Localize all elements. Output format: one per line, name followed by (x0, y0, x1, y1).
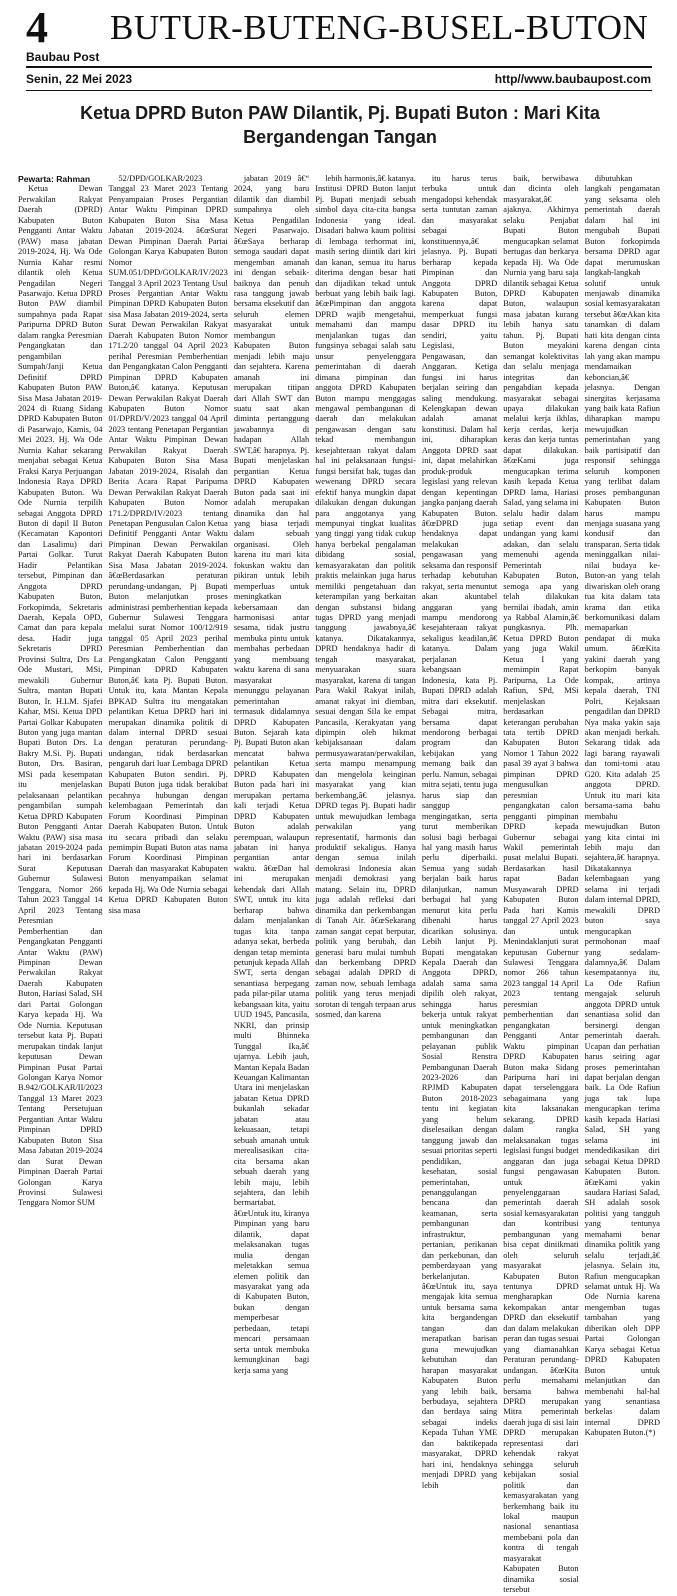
column-text: jabatan 2019 â€“ 2024, yang baru dilantik dan diambil sumpahnya oleh Ketua Pengadilan Negeri Pasarwajo. â€œSaya berharap semoga saudari dapat mengemban amanah ini dengan sebaik-baiknya dan penuh rasa tanggung jawab bersama eksekutif dan seluruh elemen masyarakat untuk membangun Kabupaten Buton menjadi lebih maju dan sejahtera. Karena amanah ini merupakan titipan dari Allah SWT dan suatu saat akan diminta pertanggung jawabannya di hadapan Allah SWT,â€ harapnya. Pj. Bupati menjelaskan pergantian Ketua DPRD Kabupaten Buton pada saat ini adalah merupakan dinamika dan hal yang biasa terjadi dalam sebuah organisasi. Oleh karena itu mari kita fokuskan waktu dan pikiran untuk lebih memperluas untuk meningkatkan kebersamaan dan harmonisasi antar sesama, tidak justru membuka pintu untuk membahas perbedaan yang membuang waktu karena di sana masyarakat menunggu pelayanan pemerintahan termasuk didalamnya DPRD Kabupaten Buton. Sejarah kata Pj. Bupati Buton akan mencatat bahwa pelantikan Ketua DPRD Kabupaten Buton pada hari ini merupakan pertama kali terjadi Ketua DPRD Kabupaten Buton adalah perempuan, walaupun jabatan ini hanya pergantian antar waktu. â€œDan hal ini merupakan kehendak dari Allah SWT, untuk itu kita berharap bahwa dalam menjalankan tugas kita tanpa adanya sekat, berbeda dengan tetap meminta petunjuk kepada Allah SWT, serta dengan senantiasa berpegang pada pilar-pilar utama kebangsaan kita, yaitu UUD 1945, Pancasila, NKRI, dan prinsip multi Bhinneka Tunggal Ika,â€ ujarnya. Lebih jauh, Mantan Kepala Badan Keuangan Kalimantan Utara ini menjelaskan jabatan Ketua DPRD bukanlah sekadar jabatan atau kekuasaan, tetapi sebuah amanah untuk merealisasikan cita-cita bersama akan sebuah daerah yang lebih maju, lebih sejahtera, dan lebih bermartabat. â€œUntuk itu, kiranya Pimpinan yang baru dilantik, dapat melaksanakan tugas mulia dengan meletakkan semua elemen politik dan masyarakat yang ada di Kabupaten Buton, bukan dengan memperbesar perbedaan, tetapi mencari persamaan serta untuk membuka kemungkinan bagi kerja sama yang (233, 174, 310, 1375)
article-body (18, 174, 660, 1595)
article-column-1 (18, 174, 103, 1208)
article-column-4 (315, 174, 416, 1020)
header-rule-top (26, 66, 652, 68)
column-text: itu harus terus terbuka untuk mengadopsi kehendak serta tuntutan zaman dan masyarakat sebagai konstituennya,â€ jelasnya. Pj. Bupati berharap kepada Pimpinan dan Anggota DPRD Kabupaten Buton, karena dapat memperkuat fungsi dasar DPRD itu sendiri, yaitu Legislasi, Pengawasan, dan Anggaran. Ketiga fungsi ini harus berjalan seiring dan saling mendukung. Kelengkapan dewan adalah amanat konstitusi. Dalam hal ini, diharapkan Anggota DPRD saat ini, dapat melahirkan produk-produk legislasi yang relevan dengan kepentingan jangka panjang daerah Kabupaten Buton. â€œDPRD juga hendaknya dapat melakukan pengawasan yang seksama dan responsif terhadap kebutuhan rakyat, serta menuntut akan akuntabel anggaran yang mampu mendorong kesejahteraan rakyat sekaligus keadilan,â€ katanya. Dalam perjalanan kebangsaan Indonesia, kata Pj. Bupati DPRD adalah mitra dari eksekutif. Sebagai mitra, bersama dapat mendorong berbagai program dan kebijakan yang memang baik dan perlu. Namun, sebagai mitra sejati, tentu juga harus siap dan sanggup mengingatkan, serta turut memberikan solusi bagi berbagai hal yang masih harus perlu diperbaiki. Semua yang sudah berjalan baik harus dilanjutkan, namun berbagai hal yang menurut kita perlu dibenahi harus dicarikan solusinya. Lebih lanjut Pj. Bupati mengatakan Kepala Daerah dan Anggota DPRD, adalah sama sama dipilih oleh rakyat, sehingga harus bekerja untuk rakyat untuk meningkatkan pembangunan dan pelayanan publik Sosial Renstra Pembangunan Daerah 2023-2026 dan RPJMD Kabupaten Buton 2018-2023 tentu ini kegiatan yang belum diselesaikan dengan tanggung jawab dan sesuai prioritas seperti pendidikan, kesehatan, sosial pemerintahan, penanggulangan bencana dan keamanan, serta pembangunan infrastruktur, pertanian, perikanan dan perkebunan, dan pemberdayaan yang berkelanjutan. â€œUntuk itu, saya mengajak kita semua untuk bersama sama kita bergandengan tangan dan merapatkan barisan guna mewujudkan kebutuhan dan harapan masyarakat Kabupaten Buton yang lebih baik, berbudaya, sejahtera dan berdaya saing sebagai indeks Kepada Tuhan YME dan baktikepada masyarakat, DPRD hari ini, hendaknya menjadi DPRD yang lebih (421, 174, 498, 1490)
article-column-5 (421, 174, 498, 1490)
masthead (0, 0, 677, 88)
newspaper-brand: Baubau Post (26, 50, 100, 64)
article-column-7 (584, 174, 660, 1438)
column-text: lebih harmonis,â€ katanya. Institusi DPRD Buton lanjut Pj. Bupati menjadi sebuah simbol daya cita-cita bangsa Indonesia yang ideal. Disadari bahwa kaum politisi di lembaga terhormat ini, masih sering diintik dari kiri dan kanan, semua itu harus diterima dengan besar hati dan dijadikan tekad untuk berbuat yang lebih baik lagi. â€œPimpinan dan anggota DPRD wajib mengetahui, memahami dan mampu menjalankan tugas dan fungsinya sebagai salah satu unsur penyelenggara pemerintahan di daerah dimana pimpinan dan anggota DPRD Kabupaten Buton mampu menggagas mengawal pembangunan di daerah dan melakukan pengawasan dengan satu tekad membangun kesejahteraan rakyat dalam hal ini pelaksanaan fungsi-fungsi bersifat hak, tugas dan wewenang DPRD secara efektif hanya mungkin dapat dilakukan dengan dukungan para anggotanya yang mempunyai tingkat kualitas yang tinggi yang tidak cukup hanya berbekal pengalaman dibidang sosial, kemasyarakatan dan politik praktis melainkan juga harus memiliki pengetahuan dan keterampilan yang berkaitan dengan substansi bidang tugas DPRD yang menjadi tanggung jawabnya,â€ katanya. Dikatakannya, DPRD hendaknya hadir di tengah masyarakat, menyuarakan suara masyarakat, karena di tangan Para Wakil Rakyat inilah, amanat rakyat ini diemban, sesuai dengan Sila ke empat Pancasila, Kerakyatan yang dipimpin oleh hikmat kebijaksanaan dalam permusyawaratan/perwakilan, serta mampu menampung dan mengelola keinginan masyarakat yang kian berkembang,â€ jelasnya. DPRD tegas Pj. Bupati hadir untuk mewujudkan lembaga perwakilan yang representatif, harmonis dan produktif sekaligus. Hanya dengan semua inilah demokrasi Indonesia akan menjadi demokrasi yang matang. Selain itu, DPRD juga adalah refleksi dari dinamika dan perkembangan di Tanah Air. â€œSekarang zaman sangat cepat berputar, politik yang berubah, dan generasi baru mulai tumbuh dan berkembang DPRD sebagai adalah DPRD di zaman now, sebuah lembaga politik yang terus menjadi sorotan di tengah terpaan arus sosmed, dan karena (315, 174, 416, 1020)
column-text: 52/DPD/GOLKAR/2023 Tanggal 23 Maret 2023 Tentang Penyampaian Proses Pergantian Antar Waktu Pimpinan DPRD Kabupaten Buton Sisa Masa Jabatan 2019-2024. â€œSurat Dewan Pimpinan Daerah Partai Golongan Karya Kabupaten Buton Nomor SUM.051/DPD/GOLKAR/IV/2023 Tanggal 3 April 2023 Tentang Usul Proses Pergantian Antar Waktu Pimpinan DPRD Kabupaten Buton sisa Masa Jabatan 2019-2024, serta Surat Dewan Perwakilan Rakyat Daerah Kabupaten Buton Nomor 171.2/20 tanggal 04 April 2023 perihal Peresmian Pemberhentian dan Pengangkatan Calon Pengganti Pimpinan DPRD Kabupaten Buton,â€ katanya. Keputusan Dewan Perwakilan Rakyat Daerah Kabupaten Buton Nomor 01/DPRD/V/2023 tanggal 04 April 2023 tentang Penetapan Pergantian Antar Waktu Pimpinan Dewan Perwakilan Rakyat Daerah Kabupaten Buton Sisa Masa Jabatan 2019-2024, Risalah dan Berita Acara Rapat Paripurna Dewan Perwakilan Rakyat Daerah Kabupaten Buton Nomor 171.2/DPRD/IV/2023 tentang Penetapan Pengusulan Calon Ketua Definitif Pengganti Antar Waktu Pimpinan Dewan Perwakilan Rakyat Daerah Kabupaten Buton Sisa Masa Jabatan 2019-2024. â€œBerdasarkan peraturan perundang-undangan, Pj Bupati Buton melanjutkan proses administrasi pemberhentian kepada Gubernur Sulawesi Tenggara melalui surat Nomor 100/12/919 tanggal 05 April 2023 perihal Peresmian Pemberhentian dan Pengangkatan Calon Pengganti Pimpinan DPRD Kabupaten Buton,â€ kata Pj. Bupati Buton. Untuk itu, kata Mantan Kepala BPKAD Sultra itu mengatakan pelantikan Ketua DPRD hari ini merupakan dinamika politik di dalam internal DPRD sesuai dengan peraturan perundang-undangan, tidak berdasarkan pengaruh dari luar Lembaga DPRD Kabupaten Buton sendiri. Pj. Bupati Buton juga tidak berakibat pecahnya hubungan dengan kelembagaan Pemerintah dan Forum Koordinasi Pimpinan Daerah Kabupaten Buton. Untuk itu secara pribadi dan selaku pemimpin Bupati Buton atas nama Forum Koordinasi Pimpinan Daerah dan masyarakat Kabupaten Buton menyampaikan selamat kepada Hj. Wa Ode Nurnia sebagai Ketua DPRD Kabupaten Buton sisa masa (108, 174, 228, 915)
article-byline: Pewarta: Rahman (18, 174, 91, 184)
column-text: dibutuhkan langkah pengamatan yang seksama oleh pemerintah daerah dalam hal ini mengubah Bupati Buton forkopimda bersama DPRD agar dapat merumuskan langkah-langkah solutif untuk menjawab dinamika sosial kemasyarakatan tersebut â€œAkan kita tanamkan di dalam hati kita dengan cinta karena dengan cinta lah yang akan mampu mendamaikan keboncian,â€ jelasnya. Dengan sinergitas kerjasama yang baik kata Rafiun diharapkan mampu mewujudkan pemerintahan yang baik partisipatif dan responsif sehingga seluruh komponen yang terlibat dalam proses pembangunan Kabupaten Buton harus mampu menjaga suasana yang kondusif dan transparan. Serta tidak meninggalkan nilai-nilai budaya ke-Buton-an yang telah diwariskan oleh orang tua kita dalam tata krama dan etika berkomunikasi dalam memaparkan pendapat di muka umum. â€œKita yakini daerah yang berkopim banyak kompak, artinya kepala daerah, TNI Polri, Kejaksaan pengadilan dan DPRD Nya maka yakin saja akan menjadi berkah. Sekarang tidak ada lagi barang rayawali dan tomi-tomi atau G20. Kita adalah 25 anggota DPRD. Untuk itu mari kita bersama-sama bahu membahu mewujudkan Buton yang kita cintai ini lebih maju dan sejahtera,â€ harapnya. Dikatakannya kelembagaan yang selama ini terjadi dalam internal DPRD, mewakili DPRD buton saya mengucapkan permohonan maaf yang sedalam-dalamnya,â€ Dalam kesempatannya itu, La Ode Rafiun mengajak seluruh anggota DPRD untuk senantiasa solid dan bersinergi dengan pemerintah daerah. Ucapan dan perhatian harus seiring agar proses pemerintahan dapat berjalan dengan baik. La Ode Rafiun juga tak lupa mengucapkan terima kasih kepada Hariasi Salad, SH yang selama ini mendedikasikan diri sebagai Ketua DPRD Kabupaten Buton. â€œKami yakin saudara Hariasi Salad, SH adalah sosok politisi yang tangguh yang tentunya memahami benar dinamika politik yang selalu terjadi,â€ jelasnya. Selain itu, Rafiun mengucapkan selamat untuk Hj. Wa Ode Nurnia karena mengemban tugas tambahan yang diberikan oleh DPP Partai Golongan Karya sebagai Ketua DPRD Kabupaten Buton untuk melanjutkan dan membenahi hal-hal yang senantiasa berkelas dalam internal DPRD Kabupaten Buton.(*) (584, 174, 660, 1438)
column-text: baik, berwibawa dan dicinta oleh masyarakat,â€ ajaknya. Akhirnya selaku Penjabat Bupati Buton mengucapkan selamat bertugas dan berkarya kepada Hj. Wa Ode Nurnia yang baru saja dilantik sebagai Ketua DPRD Kabupaten Buton, walaupun masa jabatan kurang lebih hanya satu tahun. Pj. Bupati Buton meyakini semangat kolektivitas dan selalu menjaga integritas dan pengabdian kepada masyarakat sebagai upaya dilakukan melalui kerja ikhlas, kerja cerdas, kerja keras dan kerja tuntas dapat dilakukan. â€œKami juga mengucapkan terima kasih kepada Ketua DPRD lama, Hariasi Salad, yang selama ini selalu hadir dalam setiap event dan undangan yang kami adakan, dan selalu memenuhi agenda Pemerintah Kabupaten Buton, semoga apa yang telah dilakukan bernilai ibadah, amin ya Rabbal Alamin,â€ pungkasnya. Plh. Ketua DPRD Buton yang juga Wakil Ketua I yang memimpin Rapat Paripurna, La Ode Rafiun, SPd, MSi menjelaskan berdasarkan keterangan perubahan tata tertib DPRD Kabupaten Buton Nomor 1 Tahun 2022 pasal 39 ayat 3 bahwa pimpinan DPRD mengusulkan peresmian pengangkatan calon pengganti pimpinan DPRD kepada Gubernur sebagai Wakil pemerintah pusat melalui Bupati. Berdasarkan hasil rapat Badan Musyawarah DPRD Kabupaten Buton Pada hari Kamis tanggal 27 April 2023 dan untuk Menindaklanjuti surat keputusan Gubernur Sulawesi Tenggara nomor 266 tahun 2023 tanggal 14 April 2023 tentang peresmian pemberhentian dan pengangkatan Pengganti Antar Waktu pimpinan DPRD Kabupaten Buton maka Sidang Paripurna hari ini dapat terselenggara sebagaimana yang kita laksanakan sekarang. DPRD dalam rangka melaksanakan tugas legislasi fungsi budget anggaran dan juga fungsi pengawasan untuk penyelenggaraan pemerintah daerah sosial kemasyarakatan dan kontribusi pembangunan yang bisa cepat diniikmati oleh seluruh masyarakat Kabupaten Buton tentunya DPRD mengharapkan kekompakan antar DPRD dan eksekutif dan dalam melakukan peran dan tugas sesuai yang diamanahkan Peraturan perundang-undangan. â€œKita perlu memahami bersama bahwa DPRD merupakan Mitra pemerintah daerah juga di sisi lain DPRD merupakan representasi dari kehendak rakyat sehingga seluruh kebijakan sosial politik dan kemasyarakatan yang berkembang baik itu lokal maupun nasional senantiasa membebani pola dan kontra di tengah masyarakat Kabupaten Buton dinamika sosial tersebut (503, 174, 579, 1595)
section-title: BUTUR-BUTENG-BUSEL-BUTON (110, 8, 649, 47)
page-number: 4 (26, 3, 48, 52)
article-column-3 (233, 174, 310, 1375)
website-link[interactable]: http//www.baubaupost.com (494, 72, 651, 86)
article-column-2 (108, 174, 227, 1004)
article-column-6 (503, 174, 579, 1595)
column-text: Ketua Dewan Perwakilan Rakyat Daerah (DPRD) Kabupaten Buton Pengganti Antar Waktu (PAW) masa jabatan 2019-2024, Hj. Wa Ode Nurnia Kahar resmi dilantik oleh Ketua Pengadilan Negeri Pasarwajo. Ketua DPRD Buton PAW diambil sumpahnya pada Rapat Paripurna DPRD Buton dalam rangka Peresmian Pengangkatan dan pengambilan Sumpah/Janji Ketua Definitif DPRD Kabupaten Buton PAW Sisa Masa Jabatan 2019-2024 di Ruang Sidang DPRD Kabupaten Buton di Pasarwajo, Kamis, 04 Mei 2023. Hj. Wa Ode Nurnia Kahar sekarang menjabat sebagai Ketua Fraksi Karya Perjuangan Indonesia Raya DPRD Kabupaten Buton. Wa Ode Nurnia terpilih sebagai Anggota DPRD Buton di dapil II Buton (Kecamatan Kapontori dan Lasalimu) dari Partai Golkar. Turut Hadir Pelantikan tersebut, Pimpinan dan Anggota DPRD Kabupaten Buton, Forkopimda, Sekretaris Daerah, Kepala OPD, Camat dan para kepala desa. Hadir juga Sekretaris DPRD Provinsi Sultra, Drs La Ode Mustari, MSi, mewakili Gubernur Sultra, mantan Bupati Buton, Ir. H.LM. Sjafei Kahar, MSi. Ketua DPD Partai Golkar Kabupaten Buton yang juga mantan Bupati Buton Drs. La Bakry M.Si. Pj. Bupati Buton, Drs. Basiran, MSi pada kesempatan itu menjelaskan pelaksanaan pelantikan pengambilan sumpah Ketua DPRD Kabupaten Buton Pengganti Antar Waktu (PAW) sisa masa jabatan 2019-2024 pada hari ini berdasarkan Surat Keputusan Gubernur Sulawesi Tenggara, Nomor 266 Tahun 2023 Tanggal 14 April 2023 Tentang Peresmian Pemberhentian dan Pengangkatan Pengganti Antar Waktu (PAW) Pimpinan Dewan Perwakilan Rakyat Daerah Kabupaten Buton, Hariasi Salad, SH dari Partai Golongan Karya kepada Hj. Wa Ode Nurnia. Keputusan tersebut kata Pj. Bupati merupakan tindak lanjut keputusan Dewan Pimpinan Pusat Partai Golongan Karya Nomor B.942/GOLKAR/II/2023 Tanggal 13 Maret 2023 Tentang Persetujuan Pergantian Antar Waktu Pimpinan DPRD Kabupaten Buton Sisa Masa Jabatan 2019-2024 dan Surat Dewan Pimpinan Daerah Partai Golongan Karya Provinsi Sulawesi Tenggara Nomor SUM (18, 184, 103, 1208)
issue-date: Senin, 22 Mei 2023 (26, 72, 133, 86)
header-rule-bottom (26, 90, 652, 91)
article-headline: Ketua DPRD Buton PAW Dilantik, Pj. Bupati Buton : Mari Kita Bergandengan Tangan (80, 103, 600, 147)
